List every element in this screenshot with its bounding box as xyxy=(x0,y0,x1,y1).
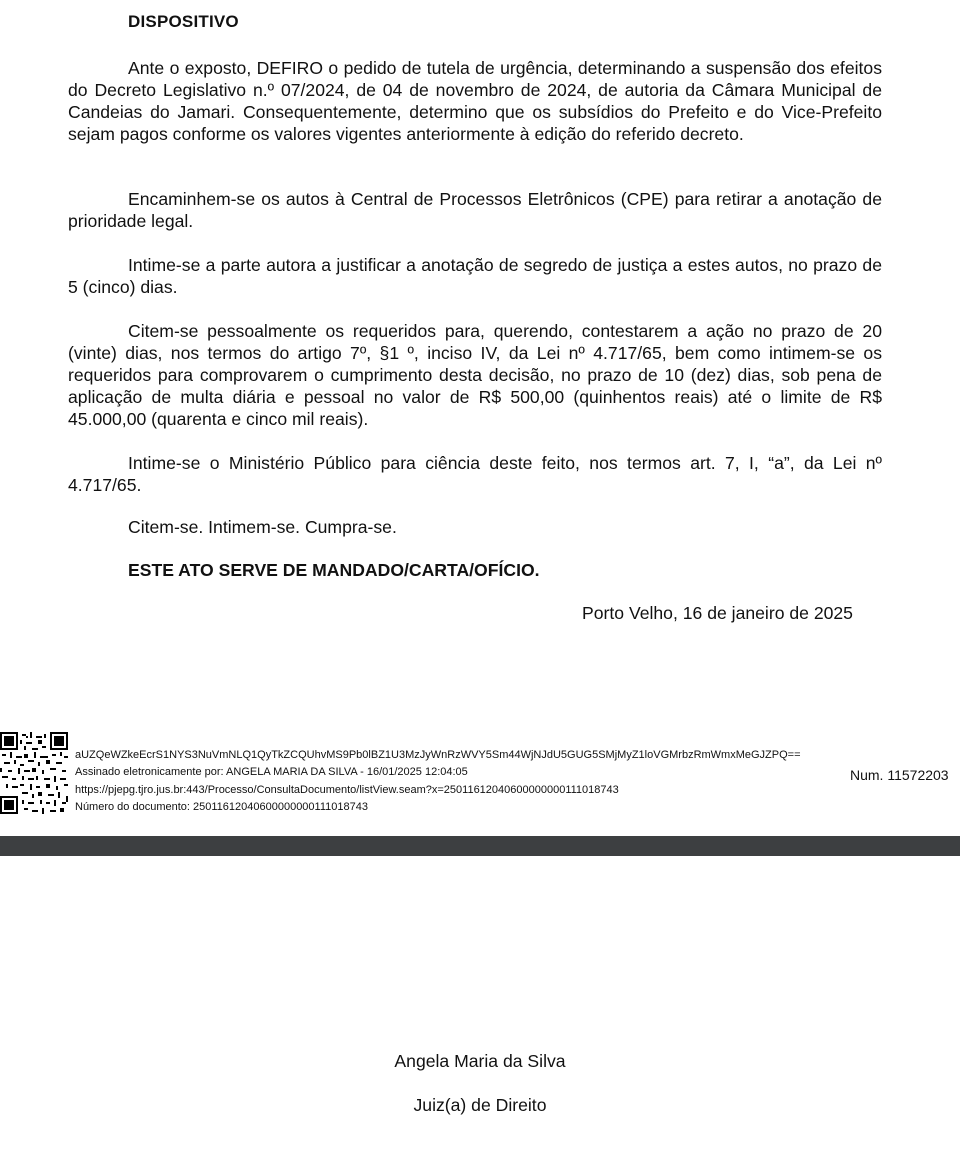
signature-area xyxy=(0,856,960,1176)
signed-by-line: Assinado eletronicamente por: ANGELA MARIA DA SILVA - 16/01/2025 12:04:05 xyxy=(75,766,468,779)
paragraph-citation: Citem-se pessoalmente os requeridos para, querendo, contestarem a ação no prazo de 20 (vinte) dias, nos termos do artigo 7º, §1 º, inciso IV, da Lei nº 4.717/65, bem como intimem-se os requeridos para comprovarem o cumprimento desta decisão, no prazo de 10 (dez) dias, sob pena de aplicação de multa diária e pessoal no valor de R$ 500,00 (quinhentos reais) até o limite de R$ 45.000,00 (quarenta e cinco mil reais). xyxy=(68,321,882,429)
place-date: Porto Velho, 16 de janeiro de 2025 xyxy=(582,603,853,623)
page-separator-bar xyxy=(0,836,960,856)
signature-hash: aUZQeWZkeEcrS1NYS3NuVmNLQ1QyTkZCQUhvMS9Pb0lBZ1U3MzJyWnRzWVY5Sm44WjNJdU5GUG5SMjMyZ1loVGMrbzRmWmxMeGJZPQ== xyxy=(75,749,801,761)
mandate-statement: ESTE ATO SERVE DE MANDADO/CARTA/OFÍCIO. xyxy=(128,560,540,580)
signature-info xyxy=(75,747,801,816)
document-number: Número do documento: 25011612040600000000111018743 xyxy=(75,800,368,813)
paragraph-decision: Ante o exposto, DEFIRO o pedido de tutela de urgência, determinando a suspensão dos efeitos do Decreto Legislativo n.º 07/2024, de 04 de novembro de 2024, de autoria da Câmara Municipal de Candeias do Jamari. Consequentemente, determino que os subsídios do Prefeito e do Vice-Prefeito sejam pagos conforme os valores vigentes anteriormente à edição do referido decreto. xyxy=(68,58,882,144)
judge-role: Juiz(a) de Direito xyxy=(413,1095,547,1115)
section-heading: DISPOSITIVO xyxy=(128,12,239,31)
paragraph-cpe: Encaminhem-se os autos à Central de Processos Eletrônicos (CPE) para retirar a anotação de prioridade legal. xyxy=(68,189,882,231)
verification-url[interactable]: https://pjepg.tjro.jus.br:443/Processo/ConsultaDocumento/listView.seam?x=25011612040600000000111018743 xyxy=(75,783,619,796)
paragraph-ministerio-publico: Intime-se o Ministério Público para ciência deste feito, nos termos art. 7, I, “a”, da Lei nº 4.717/65. xyxy=(68,453,882,495)
paragraph-closing: Citem-se. Intimem-se. Cumpra-se. xyxy=(128,517,397,537)
paragraph-secrecy: Intime-se a parte autora a justificar a anotação de segredo de justiça a estes autos, no prazo de 5 (cinco) dias. xyxy=(68,255,882,297)
qr-code-icon xyxy=(0,732,68,814)
judge-name: Angela Maria da Silva xyxy=(394,1051,566,1071)
document-num-label: Num. 11572203 xyxy=(850,767,949,783)
